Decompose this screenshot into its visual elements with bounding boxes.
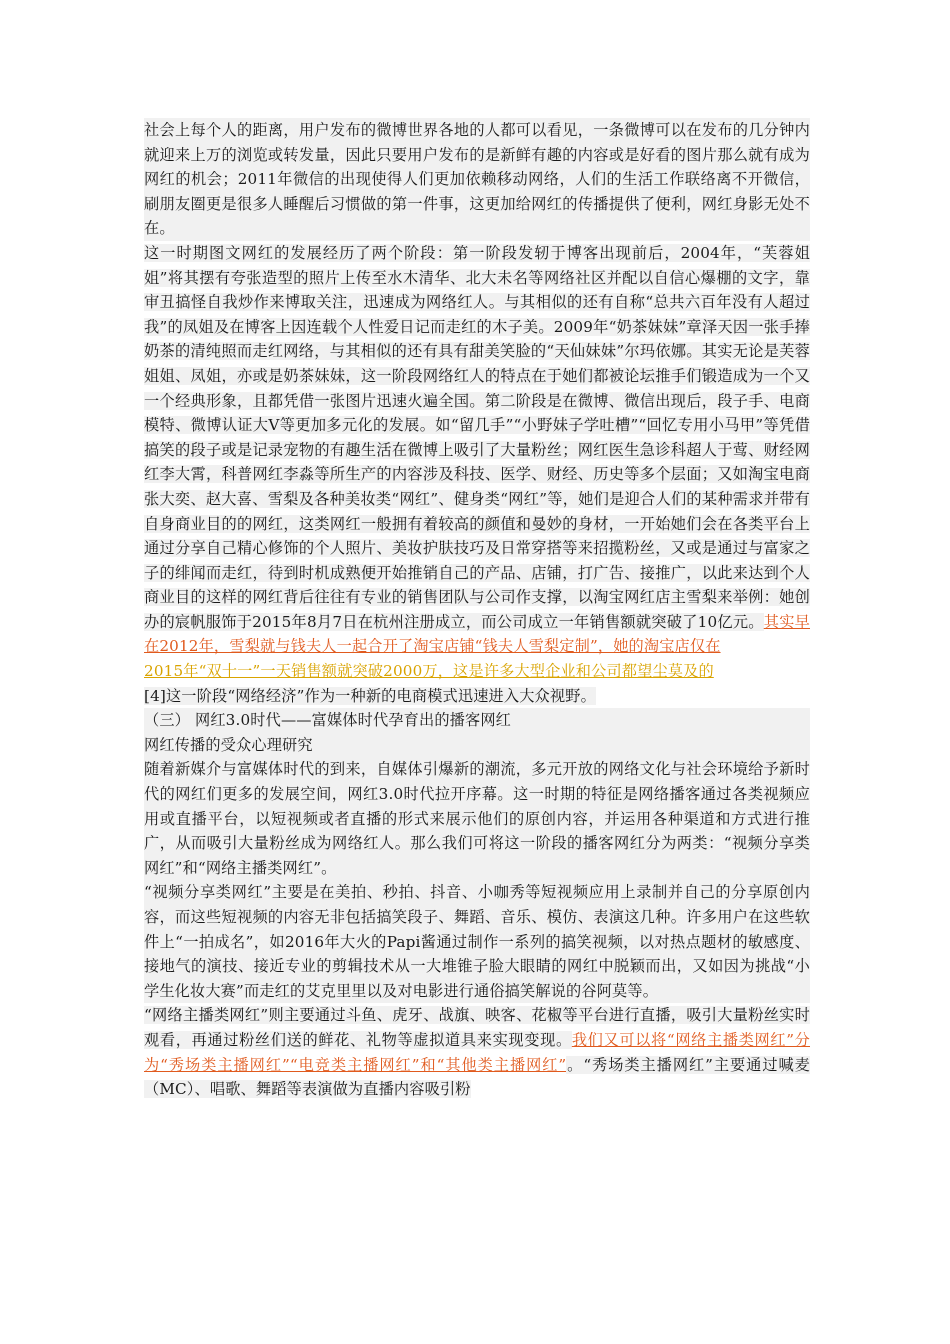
paragraph-3: 随着新媒介与富媒体时代的到来，自媒体引爆新的潮流，多元开放的网络文化与社会环境给予新时代的网红们更多的发展空间，网红3.0时代拉开序幕。这一时期的特征是网络播客通过各类视频应用或直播平台，以短视频或者直播的形式来展示他们的原创内容，并运用各种渠道和方式进行推广，从而吸引大量粉丝成为网络红人。那么我们可将这一阶段的播客网红分为两类：“视频分享类网红”和“网络主播类网红”。	[144, 757, 810, 880]
paragraph-4: “视频分享类网红”主要是在美拍、秒拍、抖音、小咖秀等短视频应用上录制并自己的分享原创内容，而这些短视频的内容无非包括搞笑段子、舞蹈、音乐、模仿、表演这几种。许多用户在这些软件上“一拍成名”，如2016年大火的Papi酱通过制作一系列的搞笑视频，以对热点题材的敏感度、接地气的演技、接近专业的剪辑技术从一大堆锥子脸大眼睛的网红中脱颖而出，又如因为挑战“小学生化妆大赛”而走红的艾克里里以及对电影进行通俗搞笑解说的谷阿莫等。	[144, 880, 810, 1003]
paragraph-1: 社会上每个人的距离，用户发布的微博世界各地的人都可以看见，一条微博可以在发布的几分钟内就迎来上万的浏览或转发量，因此只要用户发布的是新鲜有趣的内容或是好看的图片那么就有成为网红的机会；2011年微信的出现使得人们更加依赖移动网络，人们的生活工作联络离不开微信，刷朋友圈更是很多人睡醒后习惯做的第一件事，这更加给网红的传播提供了便利，网红身影无处不在。	[144, 118, 810, 241]
paragraph-5-tail: 。“秀场类主播网红”主要通过喊麦（MC）、唱歌、舞蹈等表演做为直播内容吸引粉	[144, 1055, 810, 1099]
citation-text: [4]这一阶段“网络经济”作为一种新的电商模式迅速进入大众视野。	[144, 686, 596, 705]
paragraph-5	[144, 1003, 810, 1101]
paragraph-2	[144, 241, 810, 708]
document-body	[144, 118, 810, 1102]
highlighted-yellow-text: 2015年“双十一”一天销售额就突破2000万，这是许多大型企业和公司都望尘莫及的	[144, 662, 714, 681]
section-heading: （三） 网红3.0时代——富媒体时代孕育出的播客网红	[144, 708, 810, 733]
paragraph-5-text: “网络主播类网红”则主要通过斗鱼、虎牙、战旗、映客、花椒等平台进行直播，吸引大量粉丝实时观看，再通过粉丝们送的鲜花、礼物等虚拟道具来实现变现。	[144, 1006, 810, 1049]
section-subtitle: 网红传播的受众心理研究	[144, 733, 810, 758]
highlighted-red-text-2: 我们又可以将“网络主播类网红”分为“秀场类主播网红”“电竞类主播网红”和“其他类主播网红”	[144, 1030, 810, 1074]
highlighted-red-text: 其实早在2012年，雪梨就与钱夫人一起合开了淘宝店铺“钱夫人雪梨定制”，她的淘宝店仅在	[144, 612, 810, 656]
paragraph-2-text: 这一时期图文网红的发展经历了两个阶段：第一阶段发轫于博客出现前后，2004年，“芙蓉姐姐”将其摆有夸张造型的照片上传至水木清华、北大未名等网络社区并配以自信心爆棚的文字，靠审丑搞怪自我炒作来博取关注，迅速成为网络红人。与其相似的还有自称“总共六百年没有人超过我”的凤姐及在博客上因连载个人性爱日记而走红的木子美。2009年“奶茶妹妹”章泽天因一张手捧奶茶的清纯照而走红网络，与其相似的还有具有甜美笑脸的“天仙妹妹”尔玛依娜。其实无论是芙蓉姐姐、凤姐，亦或是奶茶妹妹，这一阶段网络红人的特点在于她们都被论坛推手们锻造成为一个又一个经典形象，且都凭借一张图片迅速火遍全国。第二阶段是在微博、微信出现后，段子手、电商模特、微博认证大V等更加多元化的发展。如“留几手”“小野妹子学吐槽”“回忆专用小马甲”等凭借搞笑的段子或是记录宠物的有趣生活在微博上吸引了大量粉丝；网红医生急诊科超人于莺、财经网红李大霄，科普网红李淼等所生产的内容涉及科技、医学、财经、历史等多个层面；又如淘宝电商张大奕、赵大喜、雪梨及各种美妆类“网红”、健身类“网红”等，她们是迎合人们的某种需求并带有自身商业目的的网红，这类网红一般拥有着较高的颜值和曼妙的身材，一开始她们会在各类平台上通过分享自己精心修饰的个人照片、美妆护肤技巧及日常穿搭等来招揽粉丝，又或是通过与富家之子的绯闻而走红，待到时机成熟便开始推销自己的产品、店铺，打广告、接推广，以此来达到个人商业目的这样的网红背后往往有专业的销售团队与公司作支撑，以淘宝网红店主雪梨来举例：她创办的宸帆服饰于2015年8月7日在杭州注册成立，而公司成立一年销售额就突破了10亿元。	[144, 243, 810, 631]
